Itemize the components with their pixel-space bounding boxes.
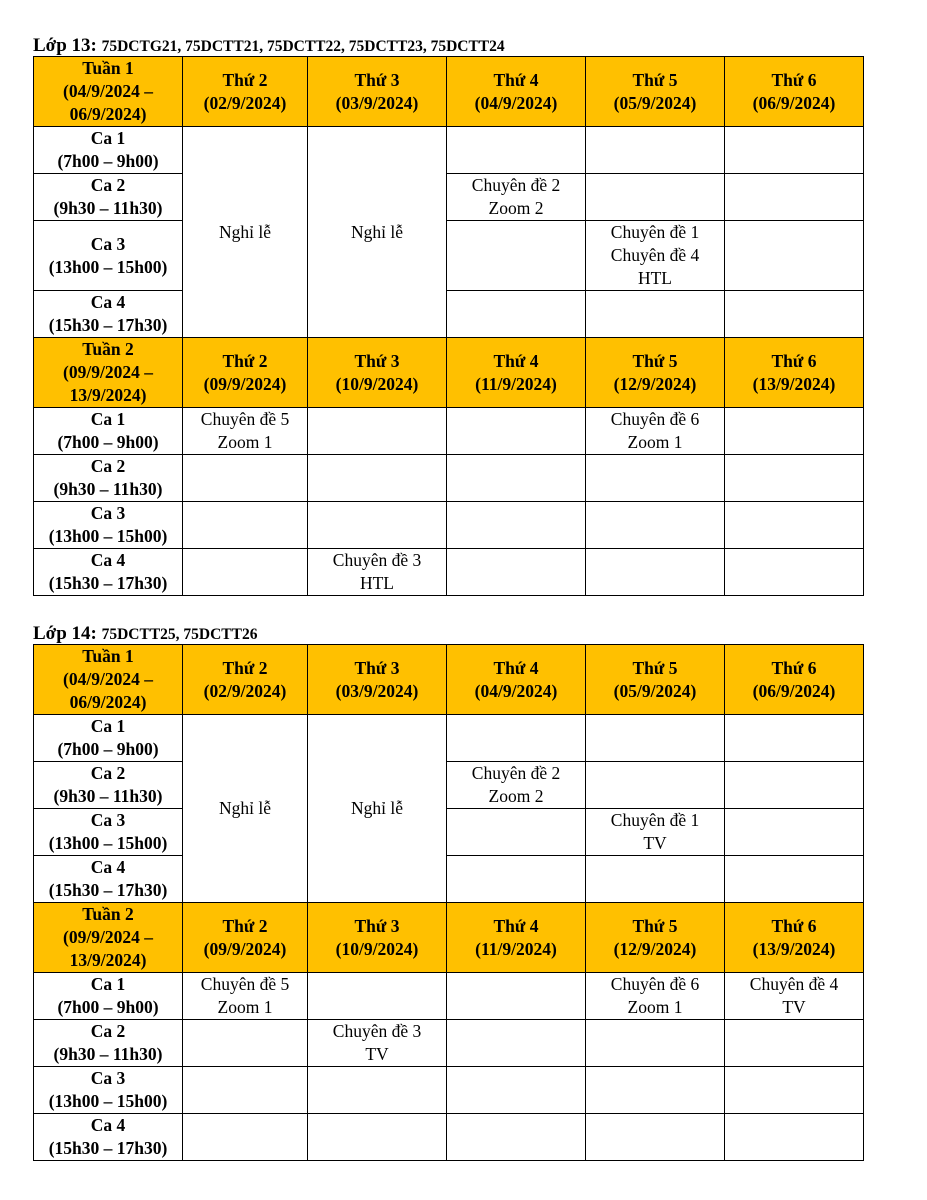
schedule-cell: Chuyên đề 1 TV	[586, 809, 725, 856]
schedule-cell	[586, 1020, 725, 1067]
schedule-cell	[725, 1020, 864, 1067]
schedule-cell	[447, 127, 586, 174]
schedule-cell	[586, 549, 725, 596]
schedule-cell	[447, 455, 586, 502]
session-cell: Ca 2 (9h30 – 11h30)	[34, 174, 183, 221]
session-cell: Ca 1 (7h00 – 9h00)	[34, 127, 183, 174]
page	[33, 36, 863, 1161]
schedule-cell	[725, 856, 864, 903]
session-cell: Ca 2 (9h30 – 11h30)	[34, 762, 183, 809]
schedule-cell	[183, 1067, 308, 1114]
schedule-cell	[725, 455, 864, 502]
holiday-cell: Nghỉ lễ	[308, 127, 447, 338]
schedule-cell	[725, 221, 864, 291]
table-row	[34, 1067, 864, 1114]
holiday-cell: Nghỉ lễ	[183, 715, 308, 903]
day-header: Thứ 4 (04/9/2024)	[447, 57, 586, 127]
schedule-cell	[308, 1067, 447, 1114]
day-header: Thứ 6 (13/9/2024)	[725, 338, 864, 408]
session-cell: Ca 3 (13h00 – 15h00)	[34, 502, 183, 549]
table-row	[34, 221, 864, 291]
day-header: Thứ 3 (10/9/2024)	[308, 338, 447, 408]
schedule-cell	[586, 1114, 725, 1161]
holiday-cell: Nghỉ lễ	[308, 715, 447, 903]
schedule-cell	[308, 455, 447, 502]
session-cell: Ca 2 (9h30 – 11h30)	[34, 455, 183, 502]
day-header: Thứ 2 (09/9/2024)	[183, 338, 308, 408]
schedule-cell	[586, 455, 725, 502]
table-row	[34, 762, 864, 809]
day-header: Thứ 6 (06/9/2024)	[725, 57, 864, 127]
schedule-cell: Chuyên đề 2 Zoom 2	[447, 762, 586, 809]
schedule-cell	[725, 127, 864, 174]
schedule-cell: Chuyên đề 3 TV	[308, 1020, 447, 1067]
session-cell: Ca 3 (13h00 – 15h00)	[34, 1067, 183, 1114]
schedule-cell	[308, 408, 447, 455]
class-label: Lớp 14:	[33, 623, 97, 644]
day-header: Thứ 2 (02/9/2024)	[183, 57, 308, 127]
class-codes: 75DCTT25, 75DCTT26	[101, 626, 258, 643]
schedule-cell: Chuyên đề 5 Zoom 1	[183, 973, 308, 1020]
day-header: Thứ 5 (12/9/2024)	[586, 903, 725, 973]
schedule-cell	[725, 502, 864, 549]
schedule-cell	[447, 809, 586, 856]
schedule-cell	[586, 127, 725, 174]
schedule-cell	[447, 502, 586, 549]
schedule-cell	[183, 1114, 308, 1161]
schedule-cell	[586, 174, 725, 221]
day-header: Thứ 6 (13/9/2024)	[725, 903, 864, 973]
schedule-cell	[725, 549, 864, 596]
schedule-cell	[447, 856, 586, 903]
session-cell: Ca 3 (13h00 – 15h00)	[34, 221, 183, 291]
spacer	[33, 596, 863, 624]
schedule-cell: Chuyên đề 6 Zoom 1	[586, 973, 725, 1020]
week-header-row	[34, 57, 864, 127]
schedule-cell: Chuyên đề 4 TV	[725, 973, 864, 1020]
schedule-cell	[586, 1067, 725, 1114]
schedule-cell	[183, 1020, 308, 1067]
week-label: Tuần 1 (04/9/2024 – 06/9/2024)	[34, 57, 183, 127]
day-header: Thứ 4 (04/9/2024)	[447, 645, 586, 715]
table-row	[34, 408, 864, 455]
week-header-row	[34, 903, 864, 973]
day-header: Thứ 4 (11/9/2024)	[447, 338, 586, 408]
day-header: Thứ 3 (03/9/2024)	[308, 57, 447, 127]
table-row	[34, 809, 864, 856]
schedule-cell	[447, 408, 586, 455]
schedule-cell	[725, 1114, 864, 1161]
schedule-cell	[447, 1067, 586, 1114]
session-cell: Ca 2 (9h30 – 11h30)	[34, 1020, 183, 1067]
schedule-cell	[447, 221, 586, 291]
day-header: Thứ 4 (11/9/2024)	[447, 903, 586, 973]
session-cell: Ca 1 (7h00 – 9h00)	[34, 715, 183, 762]
schedule-cell	[586, 856, 725, 903]
holiday-cell: Nghỉ lễ	[183, 127, 308, 338]
class-heading-14	[33, 624, 863, 644]
schedule-cell: Chuyên đề 2 Zoom 2	[447, 174, 586, 221]
week-label: Tuần 1 (04/9/2024 – 06/9/2024)	[34, 645, 183, 715]
schedule-cell	[725, 291, 864, 338]
day-header: Thứ 6 (06/9/2024)	[725, 645, 864, 715]
day-header: Thứ 2 (02/9/2024)	[183, 645, 308, 715]
class-codes: 75DCTG21, 75DCTT21, 75DCTT22, 75DCTT23, 75DCTT24	[101, 38, 505, 55]
table-row	[34, 291, 864, 338]
schedule-table-class-13	[33, 56, 864, 596]
table-row	[34, 973, 864, 1020]
session-cell: Ca 1 (7h00 – 9h00)	[34, 408, 183, 455]
table-row	[34, 856, 864, 903]
session-cell: Ca 1 (7h00 – 9h00)	[34, 973, 183, 1020]
schedule-cell	[183, 549, 308, 596]
schedule-cell	[586, 762, 725, 809]
table-row	[34, 1020, 864, 1067]
schedule-cell	[725, 408, 864, 455]
week-label: Tuần 2 (09/9/2024 – 13/9/2024)	[34, 903, 183, 973]
schedule-cell	[308, 1114, 447, 1161]
schedule-table-class-14	[33, 644, 864, 1161]
schedule-cell	[183, 455, 308, 502]
day-header: Thứ 3 (10/9/2024)	[308, 903, 447, 973]
schedule-cell	[725, 809, 864, 856]
class-label: Lớp 13:	[33, 35, 97, 56]
day-header: Thứ 5 (05/9/2024)	[586, 645, 725, 715]
schedule-cell: Chuyên đề 5 Zoom 1	[183, 408, 308, 455]
schedule-cell	[447, 549, 586, 596]
table-row	[34, 174, 864, 221]
schedule-cell: Chuyên đề 1 Chuyên đề 4 HTL	[586, 221, 725, 291]
week-header-row	[34, 645, 864, 715]
week-header-row	[34, 338, 864, 408]
schedule-cell	[586, 291, 725, 338]
schedule-cell	[447, 291, 586, 338]
schedule-cell	[447, 715, 586, 762]
class-heading-13	[33, 36, 863, 56]
schedule-cell	[725, 715, 864, 762]
day-header: Thứ 2 (09/9/2024)	[183, 903, 308, 973]
session-cell: Ca 4 (15h30 – 17h30)	[34, 1114, 183, 1161]
schedule-cell	[725, 762, 864, 809]
table-row	[34, 549, 864, 596]
table-row	[34, 127, 864, 174]
schedule-cell	[447, 973, 586, 1020]
schedule-cell	[447, 1020, 586, 1067]
day-header: Thứ 5 (05/9/2024)	[586, 57, 725, 127]
session-cell: Ca 4 (15h30 – 17h30)	[34, 291, 183, 338]
schedule-cell: Chuyên đề 3 HTL	[308, 549, 447, 596]
session-cell: Ca 3 (13h00 – 15h00)	[34, 809, 183, 856]
table-row	[34, 455, 864, 502]
schedule-cell	[308, 973, 447, 1020]
schedule-cell	[308, 502, 447, 549]
schedule-cell	[586, 715, 725, 762]
schedule-cell	[586, 502, 725, 549]
day-header: Thứ 3 (03/9/2024)	[308, 645, 447, 715]
table-row	[34, 715, 864, 762]
session-cell: Ca 4 (15h30 – 17h30)	[34, 549, 183, 596]
schedule-cell	[183, 502, 308, 549]
schedule-cell: Chuyên đề 6 Zoom 1	[586, 408, 725, 455]
week-label: Tuần 2 (09/9/2024 – 13/9/2024)	[34, 338, 183, 408]
session-cell: Ca 4 (15h30 – 17h30)	[34, 856, 183, 903]
day-header: Thứ 5 (12/9/2024)	[586, 338, 725, 408]
table-row	[34, 502, 864, 549]
schedule-cell	[725, 174, 864, 221]
table-row	[34, 1114, 864, 1161]
schedule-cell	[447, 1114, 586, 1161]
schedule-cell	[725, 1067, 864, 1114]
